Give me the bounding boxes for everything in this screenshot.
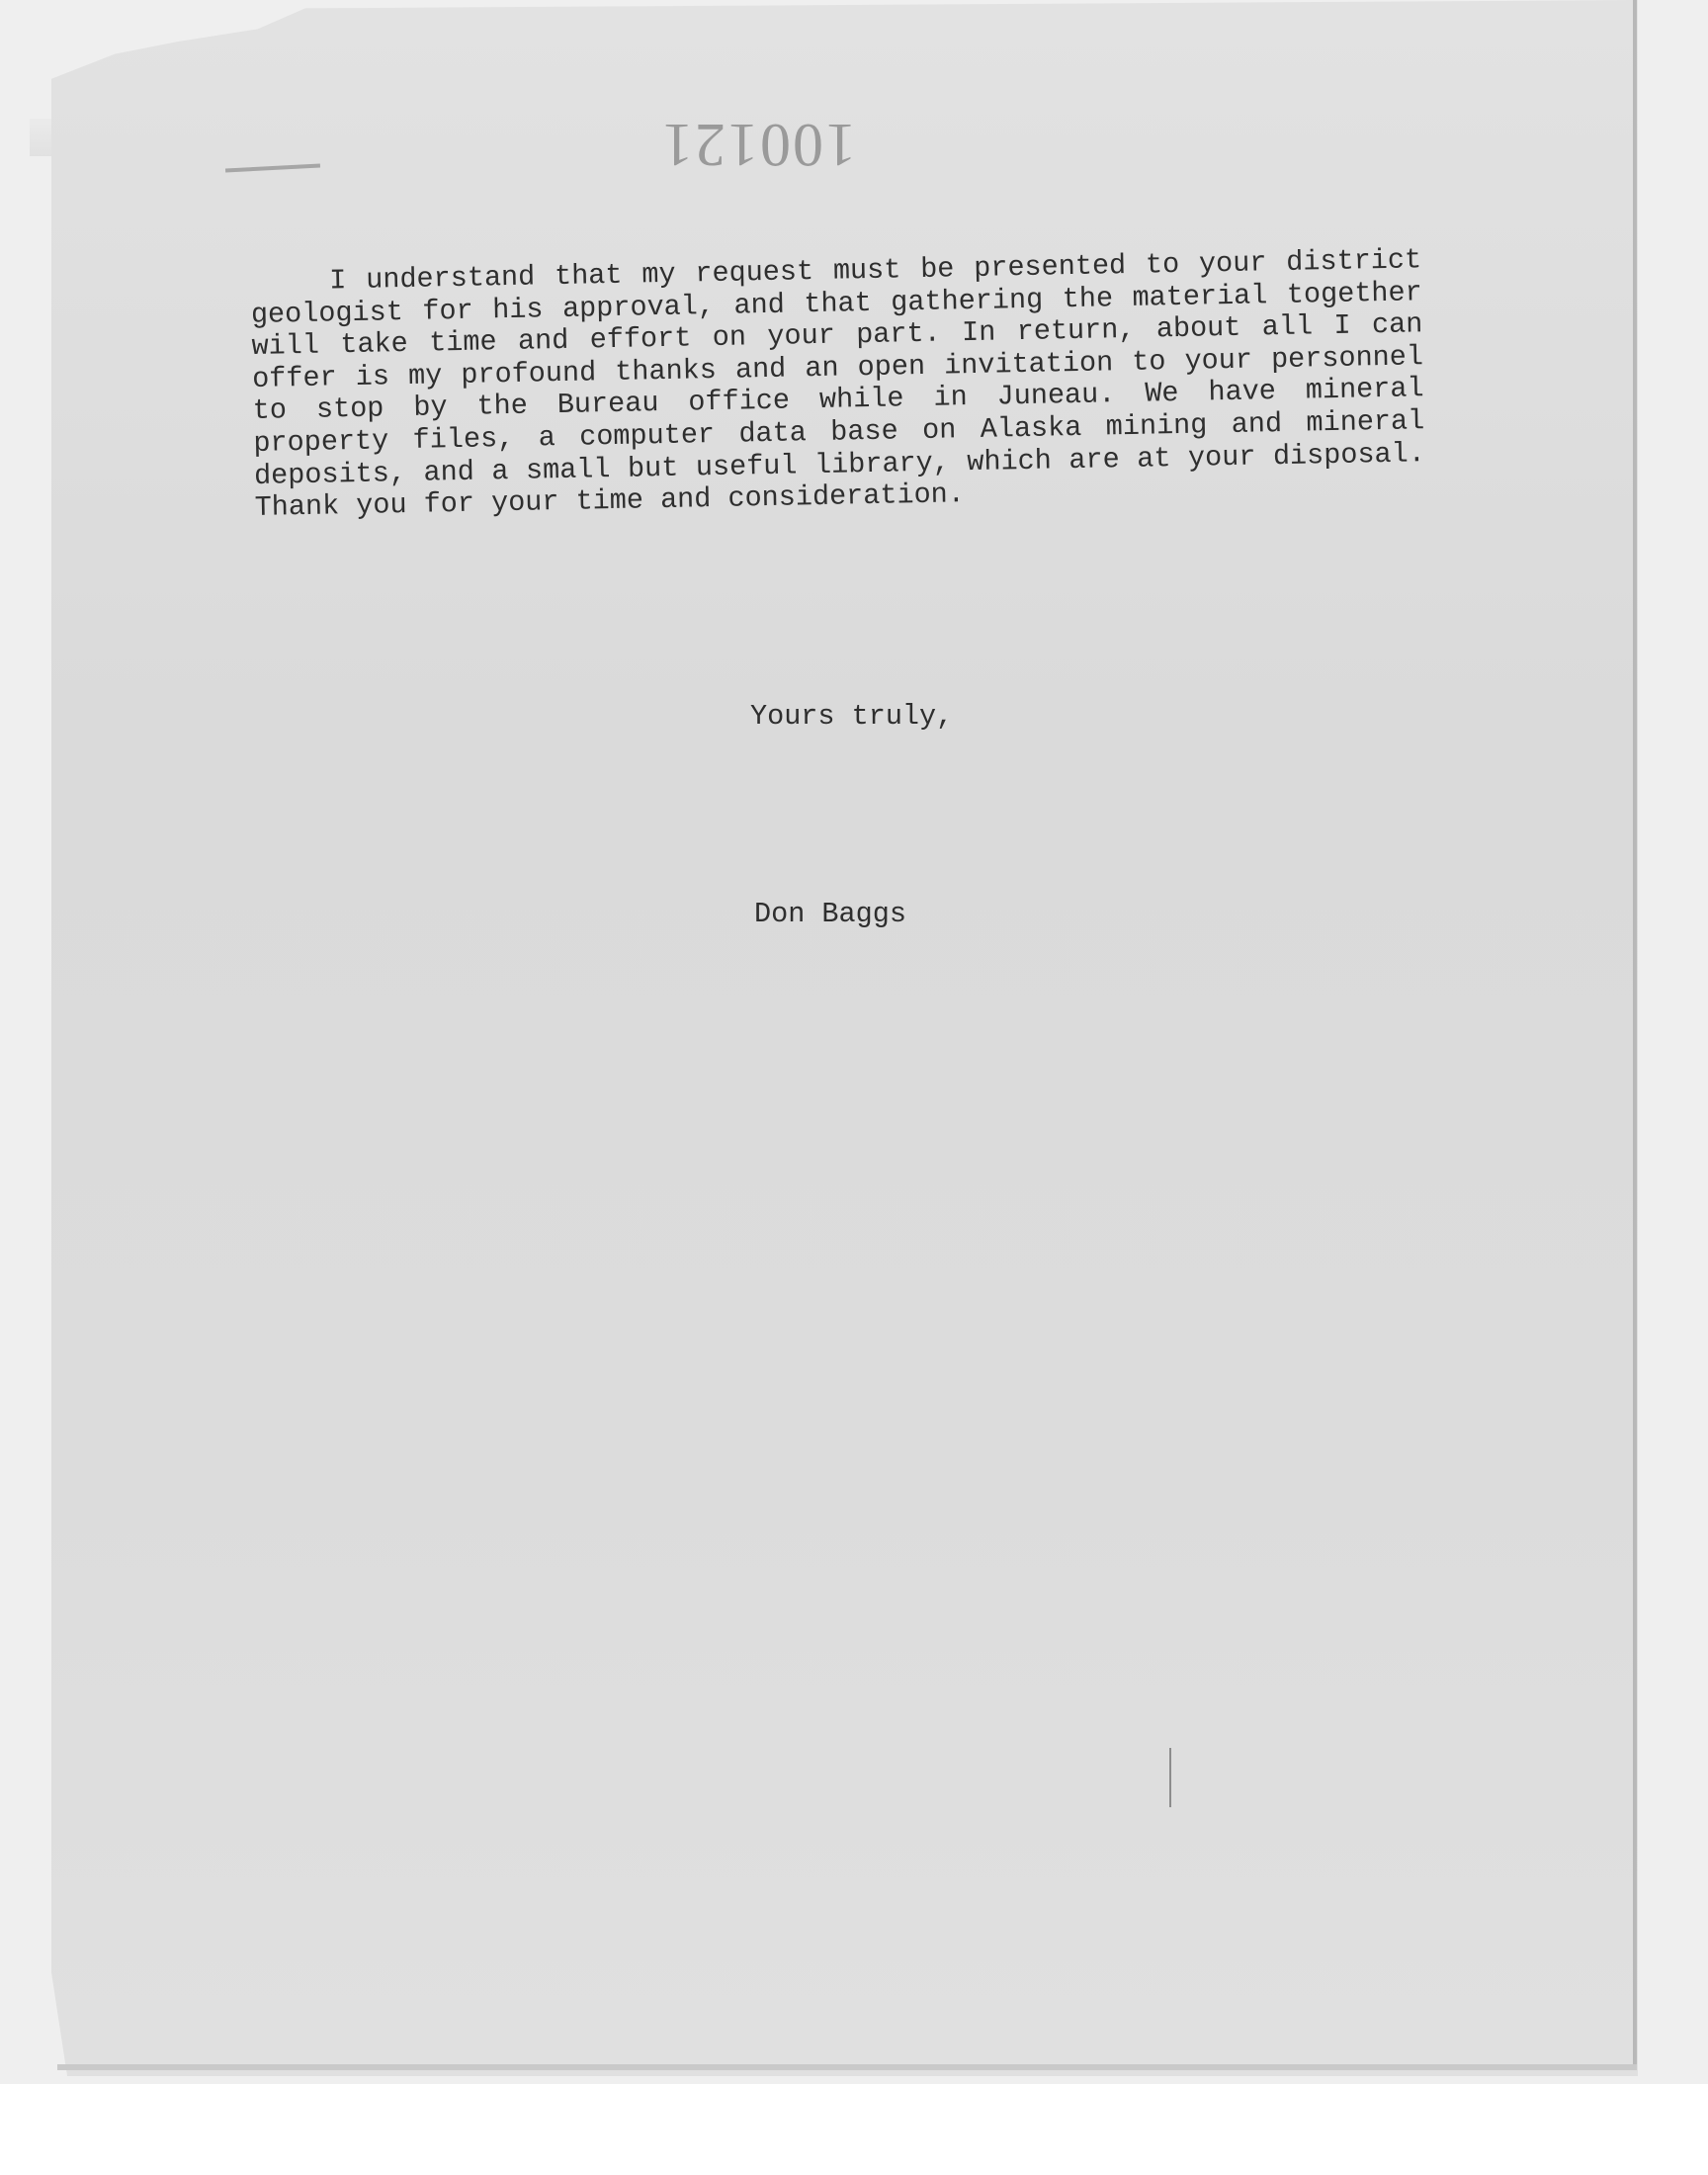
signature-name: Don Baggs <box>754 898 906 930</box>
document-number-stamp: 100121 <box>660 111 856 178</box>
stray-vertical-mark <box>1169 1748 1171 1807</box>
page-bottom-edge <box>57 2064 1637 2070</box>
letter-closing: Yours truly, <box>750 700 954 733</box>
page-right-edge <box>1633 0 1637 2066</box>
letter-body-paragraph: I understand that my request must be presented to your district geologist for his approval, and that gathering the material together will take time and effort on your part. In return, about all I can offer is my profound thanks and an open invitation to your personnel to stop by the Bureau office while in Juneau. We have mineral property files, a computer data base on Alaska mining and mineral deposits, and a small but useful library, which are at your disposal. Thank you for your time and consideration. <box>250 243 1426 525</box>
